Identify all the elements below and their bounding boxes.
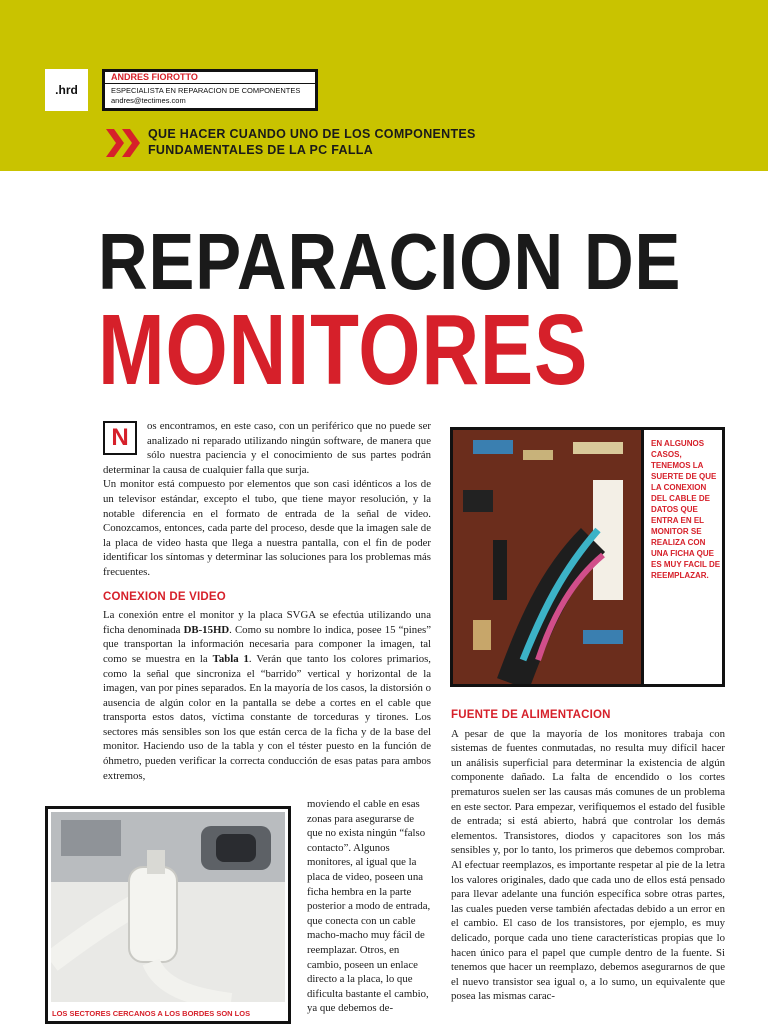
author-box	[102, 69, 318, 111]
paragraph-monitor-parts: Un monitor está compuesto por elementos que son casi idénticos a los de un televisor estándar, excepto el tubo, que tiene mayor resolución, y la notable diferencia en el formato de entrada de la señal de video. Conozcamos, entonces, cada parte del proceso, desde que la imagen sale de la placa de video hasta que llega a nuestra pantalla, con el fin de poder identificar los síntomas y determinar las soluciones para los problemas más frecuentes.	[103, 478, 431, 578]
kicker	[148, 126, 508, 158]
kicker-line-2: FUNDAMENTALES DE LA PC FALLA	[148, 143, 374, 157]
text-run: . Verán que tanto los colores primarios, como la señal que sincroniza el “barrido” vertical y horizontal de la imagen, van por pines separados. En la mayoría de los casos, la distorsión o ausencia de algún color en la pantalla se debe a cortes en el cable que transporta estos datos, víctima constante de torceduras y tirones. Los sectores más sensibles son los que están cerca de la ficha y de la base del monitor. Haciendo uso de la tabla y con el téster puesto en la función de óhmetro, pueden verificar la correcta conducción de esas patas para ambos extremos,	[103, 652, 431, 782]
kicker-line-1: QUE HACER CUANDO UNO DE LOS COMPONENTES	[148, 127, 476, 141]
article-column-left-narrow	[307, 797, 431, 1016]
bold-term-db15hd: DB-15HD	[183, 623, 230, 636]
paragraph-power-supply: A pesar de que la mayoría de los monitores trabaja con sistemas de fuentes conmutadas, no resulta muy difícil hacer un análisis superficial para determinar la existencia de algún componente dañado. La falta de encendido o los cortes prematuros suelen ser las causas más comunes de un problema en este sector. Para empezar, verifiquemos el estado del fusible de entrada; si está abierto, habrá que controlar los demás elementos. Transistores, diodos y capacitores son los más sensibles y, por lo tanto, los primeros que debemos comprobar. Al efectuar reemplazos, es importante respetar al pie de la letra los valores originales, dado que cada uno de ellos está pensado para llevar adelante una función específica sobre otras partes, las cuales pueden verse también afectadas debido a un error en el cambio. El caso de los transistores, por ejemplo, es muy delicado, porque cada uno tiene características propias que lo hacen único para el papel que cumple dentro de la fuente. Si tenemos que hacer un reemplazo, debemos asegurarnos de que el nuevo transistor sea igual o, a lo sumo, un equivalente que posea las mismas carac-	[451, 727, 725, 1003]
author-name: ANDRES FIOROTTO	[105, 72, 315, 84]
subhead-power-supply: FUENTE DE ALIMENTACION	[451, 709, 611, 721]
figure-cable-photo	[45, 806, 291, 1024]
section-tag: .hrd	[45, 69, 88, 111]
circuit-board-illustration	[453, 430, 644, 684]
bold-term-table: Tabla 1	[212, 652, 249, 665]
author-role: ESPECIALISTA EN REPARACION DE COMPONENTES	[111, 86, 301, 95]
title-line-2: MONITORES	[98, 294, 589, 406]
text-run: La conexión entre el monitor y la placa SVGA se efectúa utilizando una ficha denominada	[103, 609, 431, 636]
article-column-left	[103, 419, 431, 783]
double-chevron-icon	[106, 129, 142, 157]
author-email: andres@tectimes.com	[111, 96, 186, 105]
cable-photo	[51, 812, 285, 1002]
cable-illustration	[51, 812, 285, 1002]
text-run: . Como su nombre lo indica, posee 15 “pines” que transportan la información necesaria para componer la imagen, tal como se muestra en la	[103, 623, 431, 665]
article-column-right	[451, 708, 725, 1004]
circuit-board-photo	[453, 430, 644, 684]
subhead-video-connection: CONEXION DE VIDEO	[103, 590, 226, 603]
intro-paragraph: os encontramos, en este caso, con un periférico que no puede ser analizado ni reparado utilizando ningún software, de manera que sólo nuestra paciencia y el conocimiento de sus partes podrán determinar la causa de cualquier falla que surja.	[103, 420, 431, 476]
figure-board-photo	[450, 427, 725, 687]
dropcap: N	[103, 421, 137, 455]
figure-left-caption: LOS SECTORES CERCANOS A LOS BORDES SON LOS	[52, 1009, 251, 1018]
paragraph-video-connection	[103, 608, 431, 783]
paragraph-cable-continued: moviendo el cable en esas zonas para asegurarse de que no exista ningún “falso contacto”. Algunos monitores, al igual que la placa de video, poseen una ficha hembra en la parte posterior a modo de entrada, que conecta con un cable macho-macho muy fácil de reemplazar. Otros, en cambio, poseen un enlace directo a la placa, lo que dificulta bastante el cambio, ya que debemos de-	[307, 798, 431, 1015]
figure-right-caption: EN ALGUNOS CASOS, TENEMOS LA SUERTE DE QUE LA CONEXION DEL CABLE DE DATOS QUE ENTRA EN EL MONITOR SE REALIZA CON UNA FICHA QUE ES MUY FACIL DE REEMPLAZAR.	[651, 439, 721, 580]
title-line-1: REPARACION DE	[98, 217, 682, 306]
